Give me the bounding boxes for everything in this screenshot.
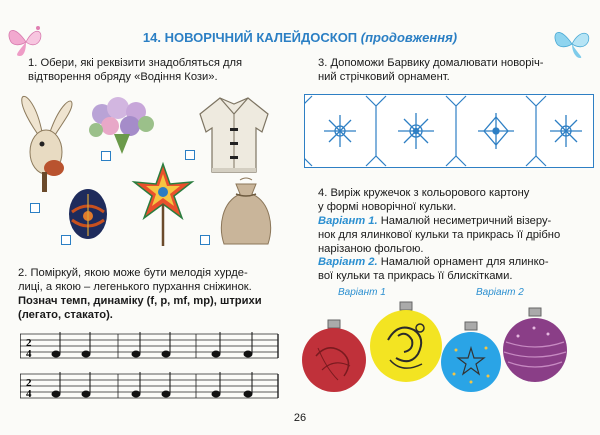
task-4-line-2: у формі новорічної кульки. <box>318 201 457 213</box>
variant-1-text <box>318 214 590 256</box>
page-number: 26 <box>293 412 307 424</box>
flower-bouquet-icon <box>84 94 160 156</box>
variant-2-line-1: Намалюй орнамент для ялинко- <box>377 256 549 268</box>
burlap-sack-icon <box>216 174 276 250</box>
ornament-label-variant-1: Варіант 1 <box>338 287 386 298</box>
task-3-line-2: ний стрічковий орнамент. <box>318 71 450 83</box>
variant-1-line-1: Намалюй несиметричний візеру- <box>377 215 552 227</box>
time-signature-top: 2 <box>26 337 32 349</box>
time-signature-top: 2 <box>26 377 32 389</box>
checkbox-goat-mask[interactable] <box>30 203 40 213</box>
variant-1-line-3: нарізаною фольгою. <box>318 243 424 255</box>
lesson-title: НОВОРІЧНИЙ КАЛЕЙДОСКОП <box>164 30 358 45</box>
painted-egg-icon <box>66 186 110 242</box>
task-2-line-3: Познач темп, динаміку (f, p, mf, mp), штрихи <box>18 295 262 307</box>
checkbox-coat[interactable] <box>185 150 195 160</box>
checkbox-egg[interactable] <box>61 235 71 245</box>
task-3-text <box>318 56 586 84</box>
music-staff-1 <box>20 328 282 362</box>
red-ornament-icon <box>298 318 370 394</box>
checkbox-bouquet[interactable] <box>101 151 111 161</box>
variant-2-line-2: вої кульки та прикрась її блискітками. <box>318 270 513 282</box>
task-4-line-1: 4. Виріж кружечок з кольорового картону <box>318 187 530 199</box>
variant-1-label: Варіант 1. <box>318 215 378 227</box>
purple-ornament-icon <box>498 306 572 384</box>
goat-mask-icon <box>16 92 76 192</box>
blue-ornament-icon <box>438 320 504 394</box>
variant-1-line-2: нок для ялинкової кульки та прикрась її дрібно <box>318 229 561 241</box>
page-title <box>0 30 600 45</box>
task-2-line-4: (легато, стакато). <box>18 309 113 321</box>
task-3-line-1: 3. Допоможи Барвику домалювати новоріч- <box>318 57 544 69</box>
time-signature-bottom: 4 <box>26 348 32 360</box>
music-staff-2 <box>20 368 282 402</box>
task-2-line-1: 2. Поміркуй, якою може бути мелодія хурде- <box>18 267 248 279</box>
task-1-line-1: 1. Обери, які реквізити знадобляться для <box>28 57 243 69</box>
christmas-star-icon <box>130 160 196 248</box>
sheepskin-coat-icon <box>194 92 274 174</box>
variant-2-label: Варіант 2. <box>318 256 378 268</box>
task-1-line-2: відтворення обряду «Водіння Кози». <box>28 71 218 83</box>
lesson-subtitle: (продовження) <box>360 30 458 45</box>
ribbon-ornament-strip[interactable] <box>304 94 594 168</box>
yellow-ornament-icon <box>368 300 444 386</box>
task-1-text <box>28 56 288 84</box>
variant-2-text <box>318 255 590 283</box>
lesson-number: 14. <box>142 30 161 45</box>
ornament-label-variant-2: Варіант 2 <box>476 287 524 298</box>
task-2-text <box>18 266 290 322</box>
task-2-line-2: лиці, а якою – легенького пурхання сніжинок. <box>18 281 252 293</box>
time-signature-bottom: 4 <box>26 388 32 400</box>
task-4-text <box>318 186 590 214</box>
checkbox-star[interactable] <box>200 235 210 245</box>
